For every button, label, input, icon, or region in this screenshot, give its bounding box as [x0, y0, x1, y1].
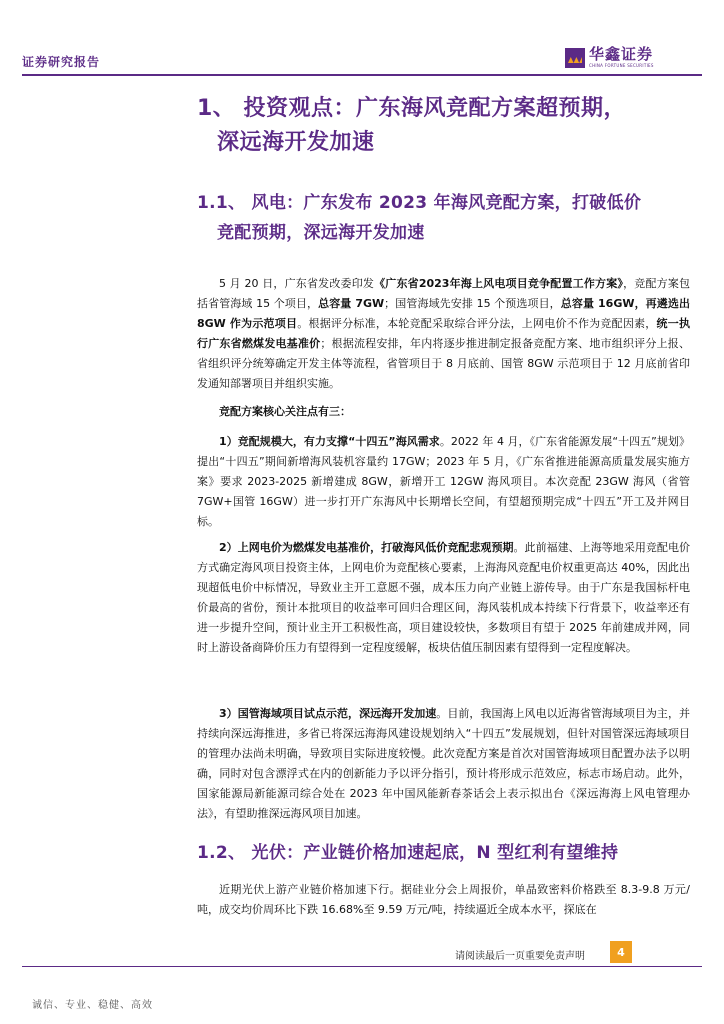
paragraph-core-points: 竞配方案核心关注点有三： — [219, 405, 351, 418]
company-slogan: 诚信、专业、稳健、高效 — [32, 1000, 153, 1011]
logo-name-en: CHINA FORTUNE SECURITIES — [589, 63, 654, 68]
logo-icon — [565, 48, 585, 68]
header-divider — [22, 74, 702, 76]
subsection-heading-1-1: 1.1、 风电：广东发布 2023 年海风竞配方案，打破低价 竞配预期，深远海开发加速 — [197, 193, 642, 243]
disclaimer-note: 请阅读最后一页重要免责声明 — [455, 951, 585, 962]
page-number: 4 — [610, 941, 632, 963]
footer-divider — [22, 966, 702, 967]
paragraph-pv: 近期光伏上游产业链价格加速下行。据硅业分会上周报价，单晶致密料价格跌至 8.3-9.8 万元/吨，成交均价周环比下跌 16.68%至 9.59 万元/吨，持续逼近全成本水平，探底在 — [197, 883, 690, 916]
subsection-heading-1-2: 1.2、 光伏：产业链价格加速起底，N 型红利有望维持 — [197, 843, 619, 863]
section-heading-1: 1、 投资观点：广东海风竞配方案超预期， 深远海开发加速 — [197, 96, 626, 155]
report-type-label: 证券研究报告 — [22, 55, 101, 69]
logo-name-cn: 华鑫证券 — [589, 45, 654, 63]
paragraph-point-2: 2）上网电价为燃煤发电基准价，打破海风低价竞配悲观预期。此前福建、上海等地采用竞配电价方式确定海风项目投资主体，上网电价为竞配核心要素，上海海风竞配电价权重更高达 40%，因此出现超低电价中标情况，导致业主开工意愿不强，成本压力向产业链上游传导。由于广东是我国标杆电价最高的省份，预计本批项目的收益率可回归合理区间，海风装机成本持续下行背景下，收益率还有进一步提升空间，预计业主开工积极性高，项目建设较快，多数项目有望于 2025 年前建成并网，同时上游设备商降价压力有望得到一定程度缓解，板块估值压制因素有望得到一定程度解决。 — [197, 541, 690, 654]
paragraph-intro: 5 月 20 日，广东省发改委印发《广东省2023年海上风电项目竞争配置工作方案》，竞配方案包括省管海域 15 个项目，总容量 7GW；国管海域先安排 15 个预选项目，总容量 16GW，再遴选出 8GW 作为示范项目。根据评分标准，本轮竞配采取综合评分法，上网电价不作为竞配因素，统一执行广东省燃煤发电基准价；根据流程安排，年内将逐步推进制定报备竞配方案、地市组织评分上报、省组织评分统筹确定开发主体等流程，省管项目于 8 月底前、国管 8GW 示范项目于 12 月底前省印发通知部署项目并组织实施。 — [197, 277, 691, 390]
paragraph-point-1: 1）竞配规模大，有力支撑“十四五”海风需求。2022 年 4 月，《广东省能源发展“十四五”规划》提出“十四五”期间新增海风装机容量约 17GW；2023 年 5 月，《广东省推进能源高质量发展实施方案》要求 2023-2025 新增建成 8GW，新增开工 12GW 海风项目。本次竞配 23GW 海风（省管 7GW+国管 16GW）进一步打开广东海风中长期增长空间，有望超预期完成“十四五”开工及并网目标。 — [197, 435, 690, 528]
paragraph-point-3: 3）国管海域项目试点示范，深远海开发加速。目前，我国海上风电以近海省管海域项目为主，并持续向深远海推进，多省已将深远海海风建设规划纳入“十四五”发展规划，但针对国管深远海域项目的管理办法尚未明确，导致项目实际进度较慢。此次竞配方案是首次对国管海域项目配置办法予以明确，同时对包含漂浮式在内的创新能力予以评分指引，预计将形成示范效应，标志市场启动。此外，国家能源局新能源司综合处在 2023 年中国风能新春茶话会上表示拟出台《深远海海上风电管理办法》，有望助推深远海风项目加速。 — [197, 707, 690, 820]
company-logo — [565, 46, 654, 68]
